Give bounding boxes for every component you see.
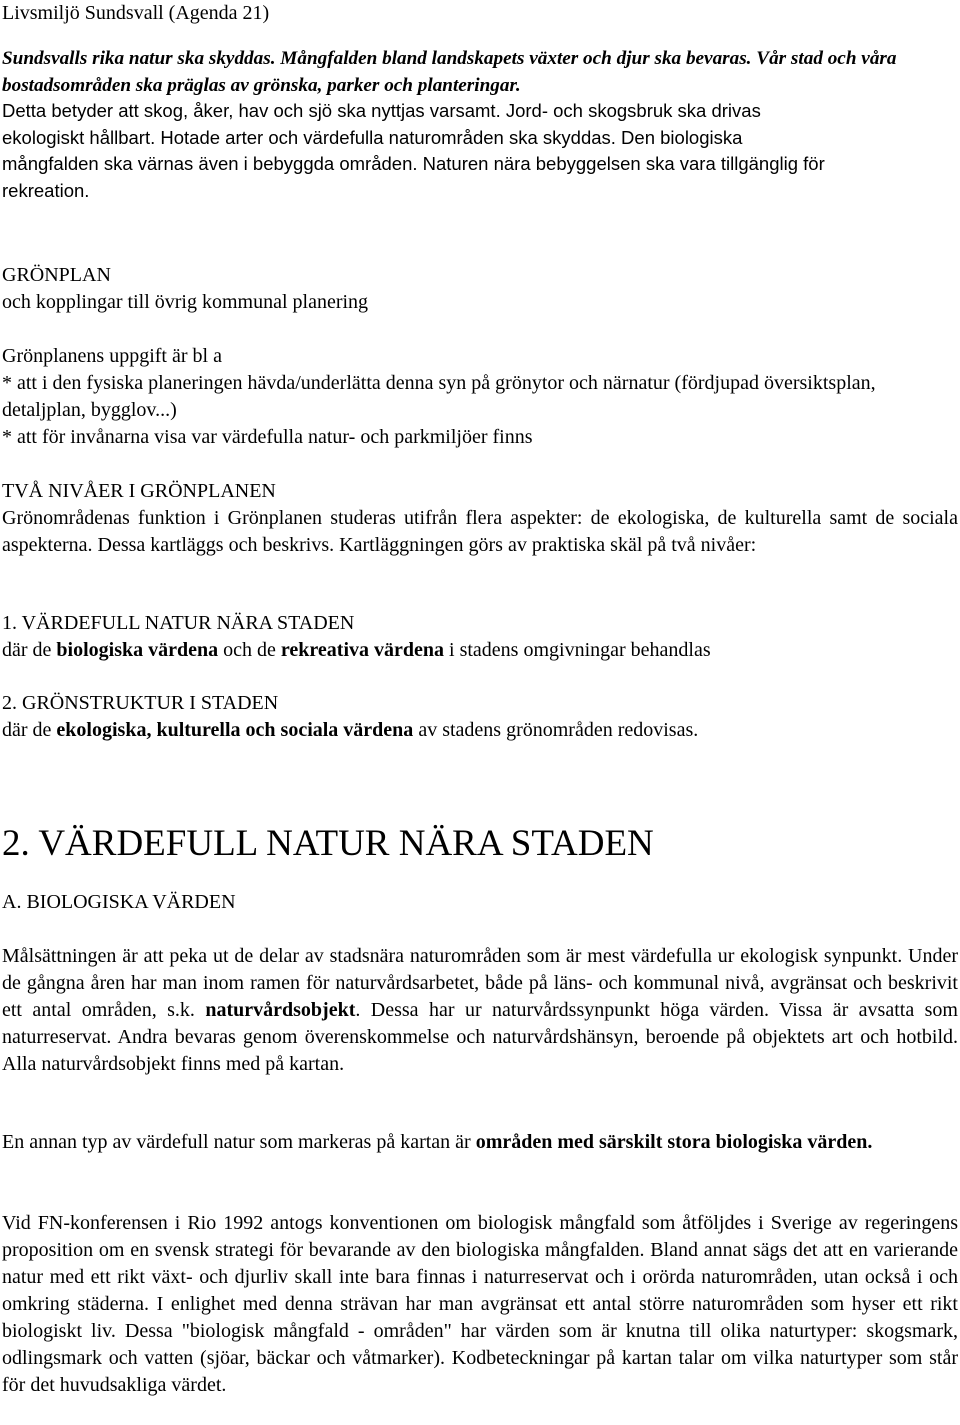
p1-text-a: Målsättningen är att peka ut de delar av stadsnära naturområden som är mest värdefulla ur ekologisk synpunkt. Under de gångna åren har man inom ramen för naturvårdsarbetet, både på läns- och kommunal nivå, avgränsat och beskrivit ett antal områden, s.k.	[2, 945, 958, 1021]
intro-paragraph	[2, 98, 958, 205]
level-1-text-e: i stadens omgivningar behandlas	[444, 639, 711, 661]
section-2-heading: 2. VÄRDEFULL NATUR NÄRA STADEN	[2, 823, 654, 864]
intro-line-3: mångfalden ska värnas även i bebyggda områden. Naturen nära bebyggelsen ska vara tillgänglig för	[2, 153, 825, 175]
intro-lead	[2, 46, 958, 99]
level-1-title: 1. VÄRDEFULL NATUR NÄRA STADEN	[2, 612, 355, 634]
gronplan-subheading: och kopplingar till övrig kommunal planering	[2, 291, 369, 313]
p1-text-c: . Dessa har ur naturvårdssynpunkt höga värden. Vissa är avsatta som naturreservat. Andra bevaras genom överenskommelse och naturvårdshänsyn, beroende på objektets art och hotbild. Alla naturvårdsobjekt finns med på kartan.	[2, 999, 958, 1075]
level-2-text-c: av stadens grönområden redovisas.	[413, 719, 699, 741]
biological-values-paragraph-2	[2, 1129, 958, 1156]
p2-text-a: En annan typ av värdefull natur som markeras på kartan är	[2, 1131, 476, 1153]
level-2-text-a: där de	[2, 719, 57, 741]
section-2-subheading: A. BIOLOGISKA VÄRDEN	[2, 891, 236, 913]
level-1-description	[2, 637, 958, 664]
p1-text-b: naturvårdsobjekt	[205, 999, 356, 1021]
gronplan-heading: GRÖNPLAN	[2, 264, 111, 286]
intro-line-2: ekologiskt hållbart. Hotade arter och värdefulla naturområden ska skyddas. Den biologiska	[2, 126, 743, 148]
gronplan-task-intro: Grönplanens uppgift är bl a	[2, 345, 222, 367]
gronplan-bullet-1: * att i den fysiska planeringen hävda/underlätta denna syn på grönytor och närnatur (fördjupad översiktsplan, detaljplan, bygglov...)	[2, 372, 876, 421]
level-2-title: 2. GRÖNSTRUKTUR I STADEN	[2, 692, 279, 714]
intro-line-1: Detta betyder att skog, åker, hav och sjö ska nyttjas varsamt. Jord- och skogsbruk ska drivas	[2, 100, 761, 121]
level-2-text-b: ekologiska, kulturella och sociala värdena	[56, 719, 414, 741]
two-levels-heading: TVÅ NIVÅER I GRÖNPLANEN	[2, 480, 276, 502]
level-1-text-c: och de	[218, 639, 281, 661]
p2-text-b: områden med särskilt stora biologiska värden.	[475, 1131, 873, 1153]
document-title: Livsmiljö Sundsvall (Agenda 21)	[2, 2, 270, 24]
level-1-text-b: biologiska värdena	[56, 639, 219, 661]
biological-values-paragraph-3: Vid FN-konferensen i Rio 1992 antogs konventionen om biologisk mångfald som åtföljdes i Sverige av regeringens proposition om en svensk strategi för bevarande av den biologiska mångfalden. Bland annat sägs det att en varierande natur med ett rikt växt- och djurliv skall inte bara finnas i naturreservat och i orörda naturområden, utan också i och omkring städerna. I enlighet med denna strävan har man avgränsat ett antal större naturområden som hyser ett rikt biologiskt liv. Dessa "biologisk mångfald - områden" har värden som är knutna till olika naturtyper: skogsmark, odlingsmark och vatten (sjöar, bäckar och våtmarker). Kodbeteckningar på kartan talar om vilka naturtyper som står för det huvudsakliga värdet.	[2, 1212, 958, 1396]
level-1-text-d: rekreativa värdena	[280, 639, 445, 661]
intro-lead-text: Sundsvalls rika natur ska skyddas. Mångfalden bland landskapets växter och djur ska bevaras. Vår stad och våra bostadsområden ska präglas av grönska, parker och planteringar.	[2, 48, 897, 96]
level-1-text-a: där de	[2, 639, 57, 661]
two-levels-text: Grönområdenas funktion i Grönplanen studeras utifrån flera aspekter: de ekologiska, de kulturella samt de sociala aspekterna. Dessa kartläggs och beskrivs. Kartläggningen görs av praktiska skäl på två nivåer:	[2, 507, 958, 556]
biological-values-paragraph-1	[2, 943, 958, 1078]
level-2-description	[2, 717, 958, 744]
gronplan-bullet-2: * att för invånarna visa var värdefulla natur- och parkmiljöer finns	[2, 426, 533, 448]
intro-line-4: rekreation.	[2, 180, 90, 202]
